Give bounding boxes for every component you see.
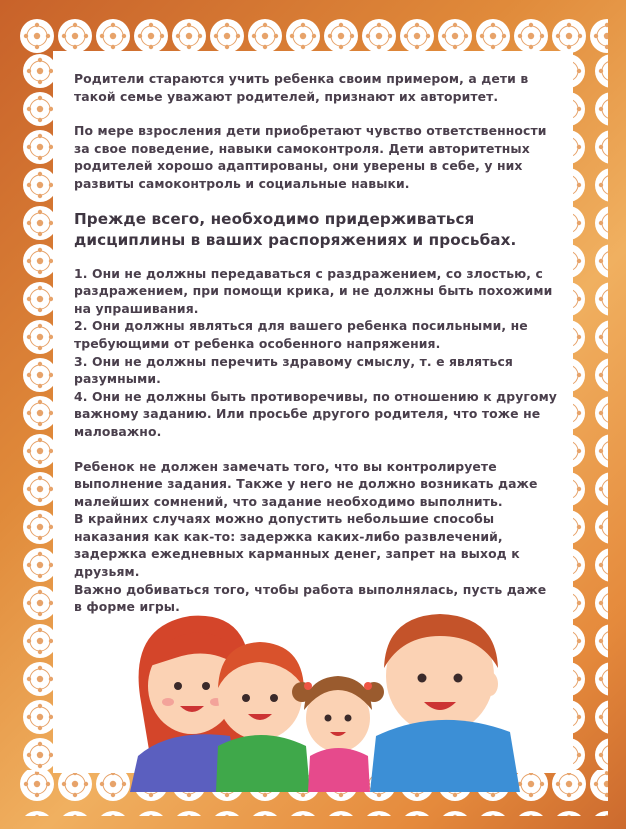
list-item: 4. Они не должны быть противоречивы, по отношению к другому важному заданию. Или просьбе другого родителя, что тоже не маловажно. xyxy=(74,388,557,439)
list-item: 2. Они должны являться для вашего ребенка посильными, не требующими от ребенка особенного напряжения. xyxy=(74,318,528,351)
paragraph-development: По мере взросления дети приобретают чувство ответственности за свое поведение, навыки самоконтроля. Дети авторитетных родителей хорошо адаптированы, они уверены в себе, у них развиты самоконтроль и социальные навыки. xyxy=(74,123,547,191)
closing-paragraph: В крайних случаях можно допустить небольшие способы наказания как как-то: задержка каких-либо развлечений, задержка ежедневных карманных денег, запрет на выход к друзьям. xyxy=(74,511,520,580)
paragraph-intro: Родители стараются учить ребенка своим примером, а дети в такой семье уважают родителей, признают их авторитет. xyxy=(74,71,529,104)
closing-block xyxy=(74,458,558,616)
rules-list xyxy=(74,265,558,441)
closing-paragraph: Важно добиваться того, чтобы работа выполнялась, пусть даже в форме игры. xyxy=(74,581,547,615)
section-heading: Прежде всего, необходимо придерживаться дисциплины в ваших распоряжениях и просьбах. xyxy=(74,209,517,249)
family-illustration xyxy=(130,606,520,792)
list-item: 1. Они не должны передаваться с раздражением, со злостью, с раздражением, при помощи крика, и не должны быть похожими на упрашивания. xyxy=(74,265,553,316)
boy-figure xyxy=(216,642,310,792)
document-body xyxy=(74,70,558,616)
list-item: 3. Они не должны перечить здравому смыслу, т. е являться разумными. xyxy=(74,353,513,387)
closing-paragraph: Ребенок не должен замечать того, что вы контролируете выполнение задания. Также у него не должно возникать даже малейших сомнений, что задание необходимо выполнить. xyxy=(74,458,538,509)
father-figure xyxy=(370,614,520,792)
